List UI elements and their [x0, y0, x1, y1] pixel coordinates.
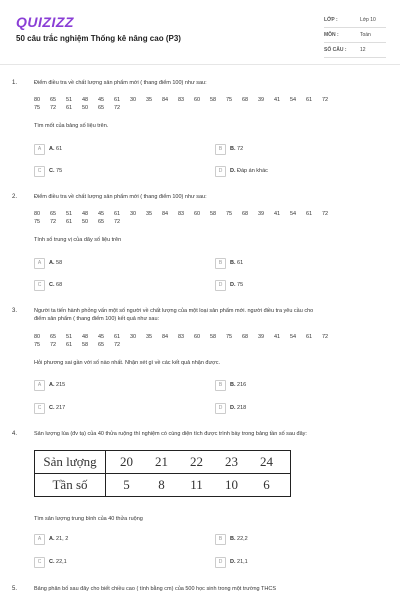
option-label: B.	[230, 146, 236, 152]
data-value: 60	[194, 97, 201, 103]
option-c[interactable]	[34, 557, 194, 567]
question-number: 2.	[12, 194, 18, 200]
option-value: 72	[237, 146, 244, 152]
option-b[interactable]	[215, 534, 375, 544]
data-value: 68	[242, 334, 249, 340]
data-value: 75	[226, 334, 233, 340]
question-text: Điểm điều tra về chất lượng sản phẩm mới ( thang điểm 100) như sau:	[34, 194, 207, 200]
table-row-values	[106, 474, 291, 497]
worksheet-header	[0, 0, 400, 62]
option-value: 58	[56, 260, 63, 266]
option-letter: A	[34, 144, 45, 155]
data-value: 72	[114, 105, 121, 111]
option-value: 75	[237, 282, 244, 288]
data-value: 41	[274, 211, 281, 217]
data-value: 72	[50, 219, 57, 225]
option-value: 61	[56, 146, 63, 152]
data-value: 75	[34, 105, 41, 111]
data-value: 65	[98, 342, 105, 348]
data-value: 60	[194, 334, 201, 340]
option-text	[230, 405, 246, 411]
option-text	[230, 282, 243, 288]
option-letter: A	[34, 534, 45, 545]
table-cell: 10	[225, 477, 238, 492]
data-row-1	[34, 333, 338, 341]
option-label: A.	[49, 536, 55, 542]
option-value: 21, 2	[56, 536, 69, 542]
option-letter: D	[215, 403, 226, 414]
data-value: 45	[98, 334, 105, 340]
data-value: 72	[322, 97, 329, 103]
data-value: 45	[98, 97, 105, 103]
question-text-line-1: Người ta tiến hành phỏng vấn một số người về chất lượng của một loại sản phẩm mới. người điều tra yêu cầu cho	[34, 308, 314, 314]
data-value: 61	[306, 211, 313, 217]
data-value: 48	[82, 211, 89, 217]
option-letter: D	[215, 557, 226, 568]
question-text: Sản lượng lúa (đv tạ) của 40 thửa ruộng thí nghiệm có cùng diện tích được trình bày trong bảng tần số sau đây:	[34, 431, 307, 437]
table-cell: 11	[190, 477, 203, 492]
option-label: D.	[230, 559, 236, 565]
data-value: 68	[242, 211, 249, 217]
option-text	[230, 260, 243, 266]
option-letter: D	[215, 166, 226, 177]
option-text	[49, 405, 65, 411]
data-value: 30	[130, 211, 137, 217]
meta-value: Toán	[360, 32, 371, 38]
option-letter: B	[215, 144, 226, 155]
data-value: 72	[114, 342, 121, 348]
option-label: D.	[230, 405, 236, 411]
data-row-1	[34, 96, 338, 104]
data-value: 83	[178, 211, 185, 217]
data-value: 30	[130, 334, 137, 340]
option-c[interactable]	[34, 403, 194, 413]
question-text: Bảng phân bố sau đây cho biết chiều cao ( tính bằng cm) của 500 học sinh trong một trường THCS	[34, 586, 276, 592]
data-value: 84	[162, 97, 169, 103]
data-value: 58	[82, 342, 89, 348]
data-value: 51	[66, 97, 73, 103]
data-value: 58	[210, 97, 217, 103]
data-value: 50	[82, 105, 89, 111]
data-value: 68	[242, 97, 249, 103]
option-label: B.	[230, 536, 236, 542]
data-value: 61	[66, 219, 73, 225]
option-text	[49, 146, 62, 152]
option-value: 216	[237, 382, 247, 388]
option-label: B.	[230, 260, 236, 266]
data-value: 65	[50, 97, 57, 103]
data-value: 75	[226, 211, 233, 217]
option-value: 22,2	[237, 536, 248, 542]
data-value: 83	[178, 97, 185, 103]
option-value: 22,1	[56, 559, 67, 565]
data-value: 61	[114, 334, 121, 340]
table-row	[35, 474, 291, 497]
option-letter: C	[34, 403, 45, 414]
data-row-2	[34, 218, 130, 226]
data-value: 72	[50, 105, 57, 111]
option-b[interactable]	[215, 258, 375, 268]
option-letter: B	[215, 258, 226, 269]
question-number: 4.	[12, 431, 18, 437]
data-value: 65	[50, 211, 57, 217]
table-row-values	[106, 451, 291, 474]
option-label: D.	[230, 168, 236, 174]
data-value: 65	[98, 105, 105, 111]
question-number: 3.	[12, 308, 18, 314]
table-row-header: Tần số	[35, 474, 106, 497]
option-text	[49, 536, 68, 542]
option-label: B.	[230, 382, 236, 388]
data-value: 45	[98, 211, 105, 217]
option-letter: C	[34, 280, 45, 291]
meta-value: 12	[360, 47, 366, 53]
header-divider	[0, 64, 400, 65]
option-c[interactable]	[34, 166, 194, 176]
data-value: 72	[322, 334, 329, 340]
frequency-table	[34, 450, 291, 497]
option-a[interactable]	[34, 258, 194, 268]
option-letter: D	[215, 280, 226, 291]
data-value: 84	[162, 334, 169, 340]
data-value: 61	[114, 97, 121, 103]
option-value: 68	[56, 282, 63, 288]
data-value: 54	[290, 97, 297, 103]
data-value: 58	[210, 211, 217, 217]
worksheet-title: 50 câu trắc nghiệm Thống kê nâng cao (P3)	[16, 34, 181, 43]
data-value: 61	[114, 211, 121, 217]
table-cell: 6	[263, 477, 270, 492]
meta-key: MÔN :	[324, 32, 339, 38]
option-text	[230, 559, 248, 565]
table-row	[35, 451, 291, 474]
question-prompt: Tính số trung vị của dãy số liệu trên	[34, 237, 122, 243]
option-b[interactable]	[215, 380, 375, 390]
option-c[interactable]	[34, 280, 194, 290]
data-value: 72	[114, 219, 121, 225]
table-cell: 20	[120, 454, 133, 469]
option-letter: A	[34, 380, 45, 391]
option-text	[230, 146, 243, 152]
data-value: 48	[82, 334, 89, 340]
option-a[interactable]	[34, 144, 194, 154]
data-value: 39	[258, 97, 265, 103]
option-label: C.	[49, 559, 55, 565]
table-cell: 22	[190, 454, 203, 469]
data-value: 83	[178, 334, 185, 340]
option-value: 75	[56, 168, 63, 174]
option-a[interactable]	[34, 380, 194, 390]
meta-key: SỐ CÂU :	[324, 47, 347, 53]
option-label: C.	[49, 405, 55, 411]
data-row-2	[34, 104, 130, 112]
option-value: 218	[237, 405, 247, 411]
data-value: 48	[82, 97, 89, 103]
data-value: 61	[66, 105, 73, 111]
option-value: 217	[56, 405, 66, 411]
option-letter: A	[34, 258, 45, 269]
option-b[interactable]	[215, 144, 375, 154]
data-value: 60	[194, 211, 201, 217]
table-cell: 23	[225, 454, 238, 469]
data-value: 51	[66, 211, 73, 217]
option-label: A.	[49, 146, 55, 152]
option-a[interactable]	[34, 534, 194, 544]
data-value: 41	[274, 97, 281, 103]
table-cell: 8	[158, 477, 165, 492]
option-label: D.	[230, 282, 236, 288]
option-letter: C	[34, 557, 45, 568]
data-value: 35	[146, 97, 153, 103]
option-label: C.	[49, 168, 55, 174]
option-letter: C	[34, 166, 45, 177]
option-value: 21,1	[237, 559, 248, 565]
data-row-2	[34, 341, 130, 349]
data-row-1	[34, 210, 338, 218]
data-value: 41	[274, 334, 281, 340]
question-number: 1.	[12, 80, 18, 86]
data-value: 80	[34, 334, 41, 340]
quizizz-logo: QUIZIZZ	[16, 14, 74, 30]
option-text	[49, 282, 62, 288]
data-value: 72	[50, 342, 57, 348]
data-value: 58	[210, 334, 217, 340]
data-value: 35	[146, 334, 153, 340]
data-value: 84	[162, 211, 169, 217]
option-d[interactable]	[215, 403, 375, 413]
data-value: 30	[130, 97, 137, 103]
option-text	[49, 559, 67, 565]
option-value: Đáp án khác	[237, 168, 268, 174]
data-value: 51	[66, 334, 73, 340]
question-prompt: Tìm sản lượng trung bình của 40 thửa ruộng	[34, 516, 143, 522]
table-row-header: Sản lượng	[35, 451, 106, 474]
question-text-line-2: điểm sản phẩm ( thang điểm 100) kết quả như sau:	[34, 316, 160, 322]
table-cell: 24	[260, 454, 273, 469]
option-text	[230, 536, 248, 542]
option-d[interactable]	[215, 557, 375, 567]
data-value: 50	[82, 219, 89, 225]
data-value: 61	[66, 342, 73, 348]
option-text	[230, 382, 246, 388]
question-text: Điểm điều tra về chất lượng sản phẩm mới ( thang điểm 100) như sau:	[34, 80, 207, 86]
option-label: C.	[49, 282, 55, 288]
meta-row-question-count	[324, 43, 386, 58]
meta-value: Lớp 10	[360, 17, 376, 23]
option-letter: B	[215, 534, 226, 545]
option-label: A.	[49, 260, 55, 266]
data-value: 75	[226, 97, 233, 103]
option-text	[49, 260, 62, 266]
option-value: 61	[237, 260, 244, 266]
data-value: 39	[258, 334, 265, 340]
table-cell: 21	[155, 454, 168, 469]
meta-key: LỚP :	[324, 17, 338, 23]
meta-row-class	[324, 13, 386, 28]
question-number: 5.	[12, 586, 18, 592]
data-value: 75	[34, 342, 41, 348]
option-text	[49, 168, 62, 174]
data-value: 39	[258, 211, 265, 217]
table-cell: 5	[123, 477, 130, 492]
data-value: 80	[34, 97, 41, 103]
option-value: 215	[56, 382, 66, 388]
option-letter: B	[215, 380, 226, 391]
meta-row-subject	[324, 28, 386, 43]
data-value: 75	[34, 219, 41, 225]
worksheet-meta	[324, 13, 386, 58]
option-text	[49, 382, 65, 388]
option-d[interactable]	[215, 280, 375, 290]
option-d[interactable]	[215, 166, 375, 176]
data-value: 61	[306, 334, 313, 340]
question-prompt: Hỏi phương sai gần với số nào nhất. Nhận xét gì về các kết quả nhận được.	[34, 360, 221, 366]
data-value: 80	[34, 211, 41, 217]
data-value: 65	[98, 219, 105, 225]
data-value: 54	[290, 211, 297, 217]
data-value: 54	[290, 334, 297, 340]
data-value: 65	[50, 334, 57, 340]
option-label: A.	[49, 382, 55, 388]
question-prompt: Tìm mốt của bảng số liệu trên.	[34, 123, 109, 129]
data-value: 72	[322, 211, 329, 217]
option-text	[230, 168, 268, 174]
data-value: 35	[146, 211, 153, 217]
data-value: 61	[306, 97, 313, 103]
